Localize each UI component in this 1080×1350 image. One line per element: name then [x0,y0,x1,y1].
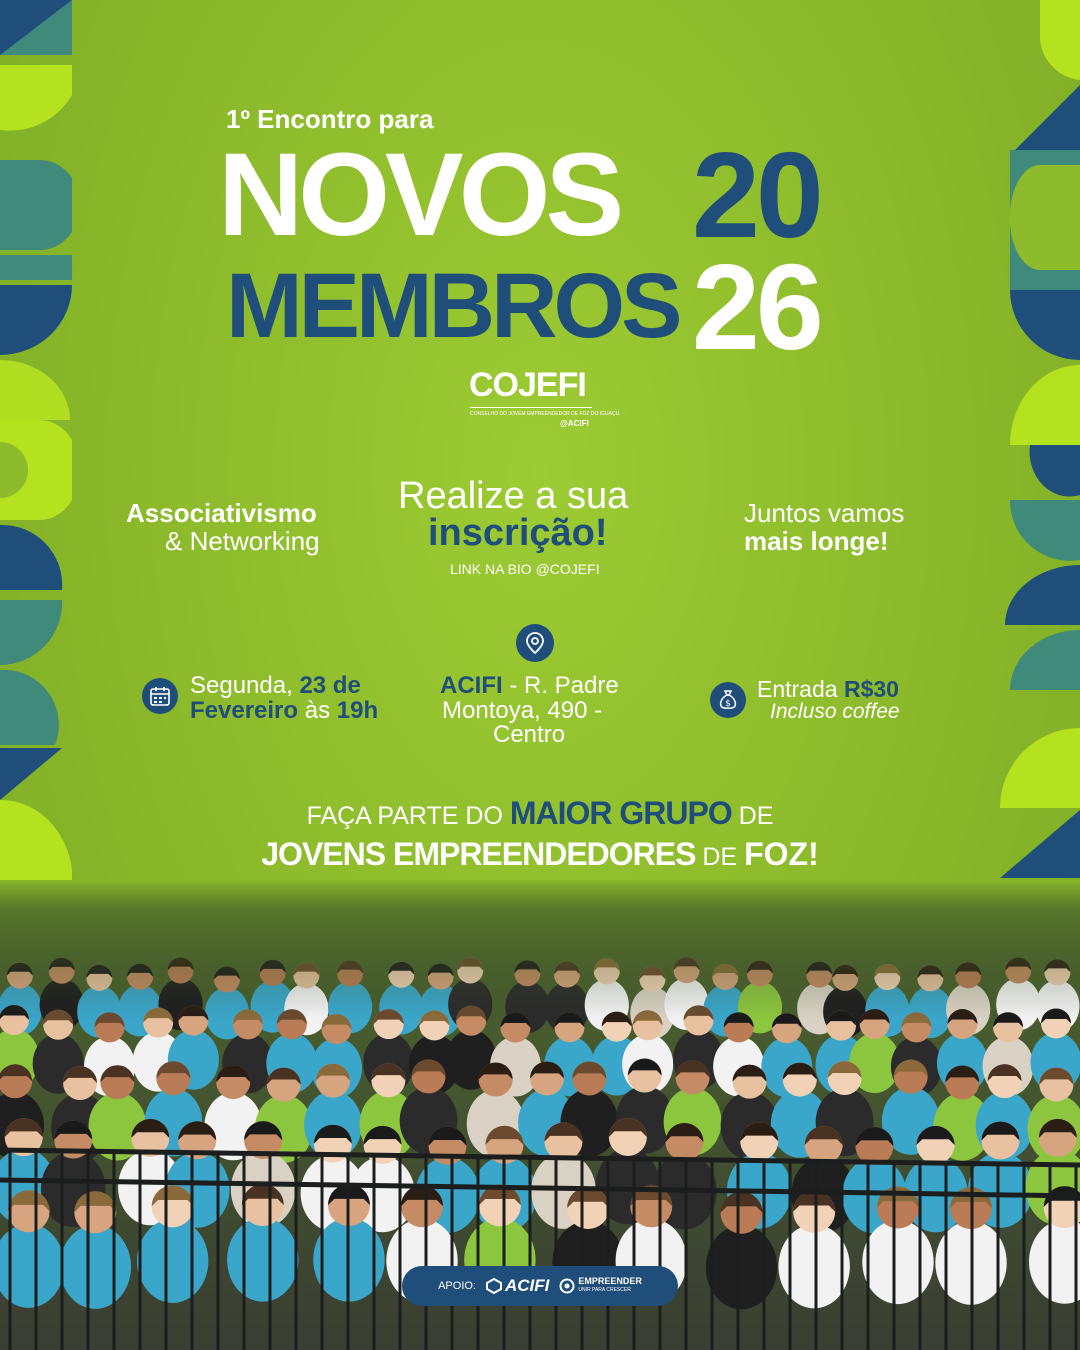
left-geometric-decoration [0,0,72,930]
event-place-line3: Centro [493,721,566,748]
cta-line2 [0,836,1080,873]
price-value: R$30 [843,676,899,702]
pillar-left-bold: Associativismo [126,498,317,528]
date-month: Fevereiro [190,697,299,724]
cta-l1c: DE [731,802,774,830]
logo-divider [470,407,592,408]
pillar-right-line1: Juntos vamos [744,498,905,528]
right-geometric-decoration [1000,0,1080,930]
event-place-line1 [440,672,619,700]
support-bar [402,1266,678,1306]
pretitle: 1º Encontro para [226,104,434,134]
svg-text:$: $ [725,699,731,709]
pillar-center-note: LINK NA BIO @COJEFI [450,561,600,577]
event-date-line2 [190,697,378,725]
person-body [862,1220,933,1304]
event-price-note: Incluso coffee [770,700,900,723]
cojefi-logo: COJEFI [469,366,586,404]
date-day: 23 de [299,672,361,699]
sponsor-empreender-sub: UNIR PARA CRESCER [578,1287,631,1293]
event-date-line1 [190,672,361,700]
acifi-logo-icon [486,1276,549,1296]
cta-line1 [0,795,1080,832]
money-bag-icon [710,682,746,718]
sponsor-acifi: ACIFI [505,1276,550,1295]
pillar-left-rest: & Networking [165,526,320,556]
cta-l2b: DE [695,843,745,871]
date-weekday: Segunda, [190,672,300,699]
place-name: ACIFI [440,672,503,699]
location-pin-icon [516,624,554,662]
calendar-icon [142,678,178,714]
empreender-logo-icon [559,1277,642,1295]
logo-tagline: CONSELHO DO JOVEM EMPREENDEDOR DE FOZ DO IGUAÇU [470,411,620,417]
cta-l1a: FAÇA PARTE DO [306,802,510,830]
pillar-center-line2: inscrição! [428,512,608,554]
support-label: APOIO: [438,1280,476,1292]
date-time: 19h [336,697,379,724]
cta-l2a: JOVENS EMPREENDEDORES [261,836,696,872]
year-bottom: 26 [692,239,820,375]
price-label: Entrada [757,676,844,702]
cta-l2c: FOZ! [744,836,819,872]
person-body [227,1218,298,1302]
event-price-line1 [757,676,899,703]
person-body [137,1219,208,1303]
title-membros: MEMBROS [226,255,679,357]
event-place-line2: Montoya, 490 - [442,697,603,724]
sponsor-empreender: EMPREENDER [578,1276,642,1286]
date-connector: às [298,697,337,724]
place-street: - R. Padre [502,672,619,699]
person-body [60,1225,131,1309]
pillar-right-line2: mais longe! [744,526,889,556]
pillar-center-line1: Realize a sua [398,475,629,517]
logo-sub: @ACIFI [560,419,589,428]
title-novos: NOVOS [218,129,620,261]
year-top: 20 [692,127,820,263]
person-body [706,1225,777,1309]
cta-l1b: MAIOR GRUPO [509,795,732,831]
